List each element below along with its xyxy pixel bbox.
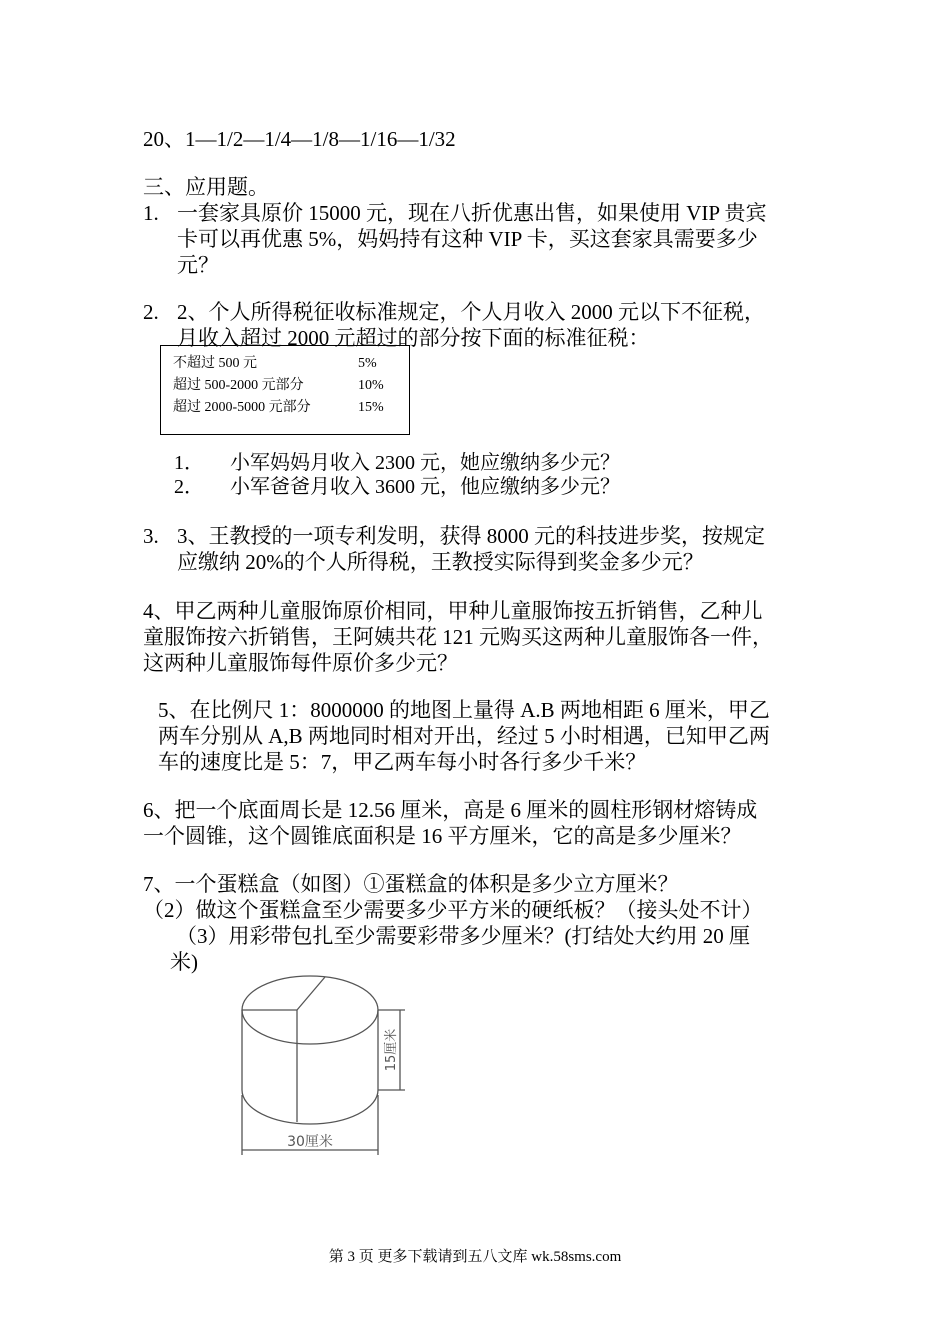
tax-rate: 15%: [358, 400, 384, 415]
cake-box-figure: [225, 970, 425, 1160]
p6-line: 6、把一个底面周长是 12.56 厘米，高是 6 厘米的圆柱形钢材熔铸成: [143, 798, 758, 822]
p4-line: 这两种儿童服饰每件原价多少元？: [143, 651, 458, 675]
p2-line1: [143, 299, 765, 325]
p5-line: 两车分别从 A,B 两地同时相对开出，经过 5 小时相遇，已知甲乙两: [158, 724, 770, 748]
p2-text: 2、个人所得税征收标准规定，个人月收入 2000 元以下不征税，: [177, 300, 765, 324]
tax-range: 超过 500-2000 元部分: [173, 378, 304, 393]
p2-num: 2.: [143, 300, 159, 324]
sub-num: 1．: [174, 452, 204, 474]
q20: 20、1—1/2—1/4—1/8—1/16—1/32: [143, 127, 456, 151]
tax-rate: 5%: [358, 356, 377, 371]
p2-sub1: [174, 450, 620, 476]
tax-row: [173, 355, 377, 373]
cylinder-bottom: [242, 1090, 378, 1124]
p3-text: 3、王教授的一项专利发明，获得 8000 元的科技进步奖，按规定: [177, 524, 765, 548]
p1-line2: 卡可以再优惠 5%，妈妈持有这种 VIP 卡，买这套家具需要多少: [177, 227, 758, 251]
p1-line3: 元？: [177, 253, 219, 277]
width-label: 30厘米: [287, 1134, 333, 1150]
p3-num: 3.: [143, 524, 159, 548]
tax-rate: 10%: [358, 378, 384, 393]
top-radius-line: [297, 977, 325, 1010]
p6-line: 一个圆锥，这个圆锥底面积是 16 平方厘米，它的高是多少厘米？: [143, 824, 742, 848]
p5-line: 5、在比例尺 1：8000000 的地图上量得 A.B 两地相距 6 厘米，甲乙: [158, 698, 770, 722]
p1-line1: [143, 200, 767, 226]
sub-text: 小军爸爸月收入 3600 元，他应缴纳多少元？: [230, 476, 620, 498]
p7-line: （3）用彩带包扎至少需要彩带多少厘米？(打结处大约用 20 厘: [176, 924, 750, 948]
p4-line: 童服饰按六折销售，王阿姨共花 121 元购买这两种儿童服饰各一件，: [143, 625, 773, 649]
p1-num: 1.: [143, 201, 159, 225]
p5-line: 车的速度比是 5：7，甲乙两车每小时各行多少千米？: [158, 750, 647, 774]
p2-line2: 月收入超过 2000 元超过的部分按下面的标准征税：: [177, 326, 650, 350]
p3-line2: 应缴纳 20%的个人所得税，王教授实际得到奖金多少元？: [177, 550, 704, 574]
sub-text: 小军妈妈月收入 2300 元，她应缴纳多少元？: [230, 452, 620, 474]
page-footer: 第 3 页 更多下载请到五八文库 wk.58sms.com: [328, 1249, 622, 1265]
section-title: 三、应用题。: [143, 175, 269, 199]
tax-range: 不超过 500 元: [173, 356, 257, 371]
tax-row: [173, 377, 384, 395]
p7-line: （2）做这个蛋糕盒至少需要多少平方米的硬纸板？（接头处不计）: [143, 898, 763, 922]
sub-num: 2．: [174, 476, 204, 498]
p3-line1: [143, 523, 765, 549]
tax-table: [160, 345, 410, 435]
p1-text: 一套家具原价 15000 元，现在八折优惠出售，如果使用 VIP 贵宾: [177, 201, 767, 225]
p7-line: 米): [170, 950, 198, 974]
height-label: 15厘米: [384, 1028, 399, 1072]
p2-sub2: [174, 474, 620, 500]
p4-line: 4、甲乙两种儿童服饰原价相同，甲种儿童服饰按五折销售，乙种儿: [143, 599, 763, 623]
p7-line: 7、一个蛋糕盒（如图）①蛋糕盒的体积是多少立方厘米？: [143, 872, 679, 896]
tax-row: [173, 399, 384, 417]
tax-range: 超过 2000-5000 元部分: [173, 400, 311, 415]
